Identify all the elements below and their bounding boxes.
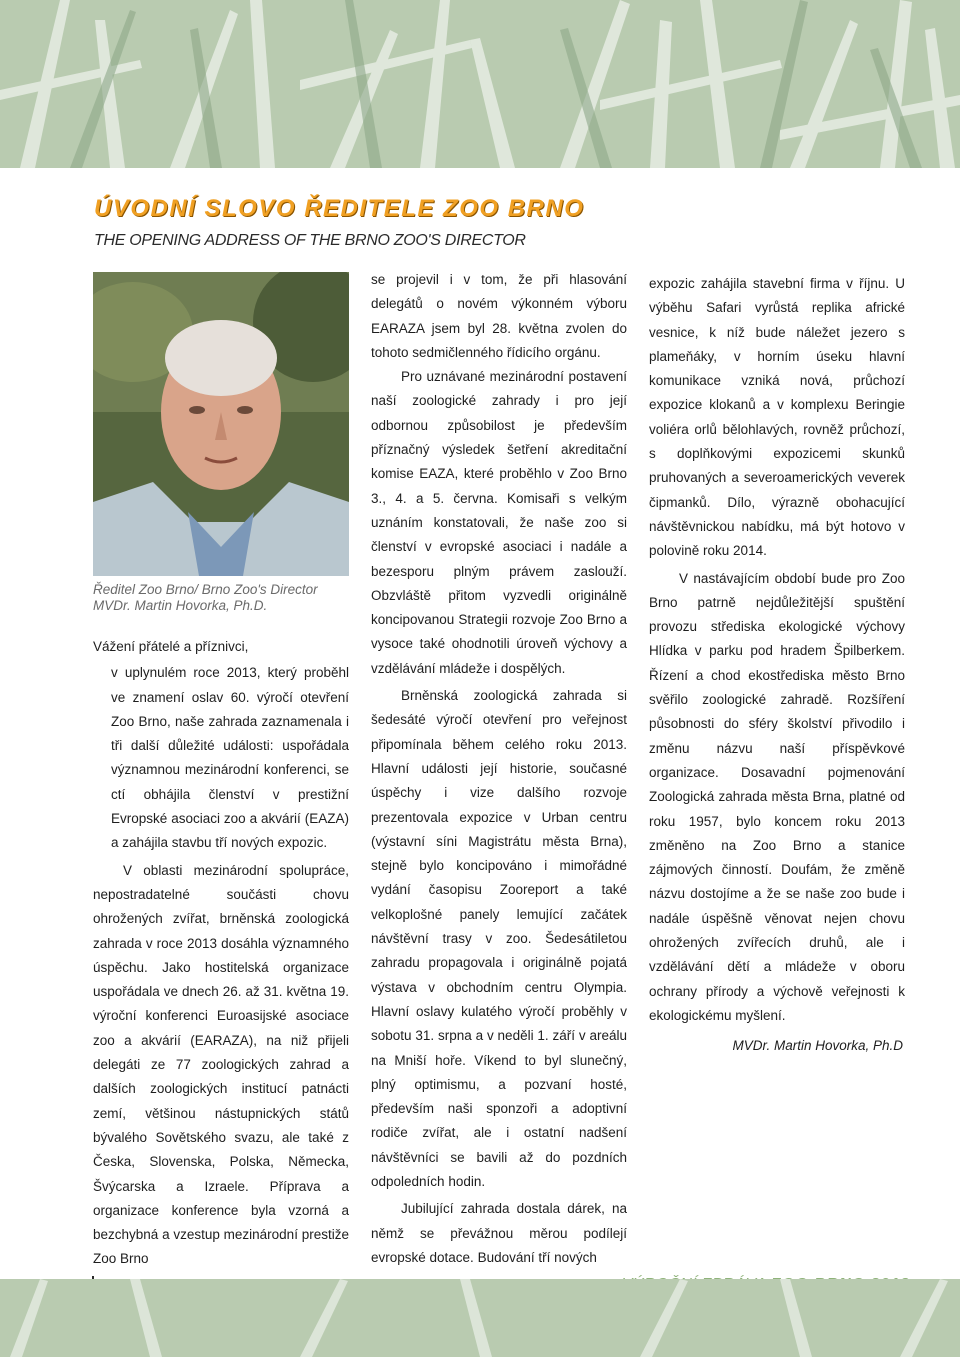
page-subtitle: THE OPENING ADDRESS OF THE BRNO ZOO'S DIRECTOR bbox=[94, 232, 526, 249]
page-title: ÚVODNÍ SLOVO ŘEDITELE ZOO BRNO bbox=[94, 195, 585, 222]
paragraph: Brněnská zoologická zahrada si šedesáté výročí otevření pro veřejnost připomínala během celého roku 2013. Hlavní události její historie, současné úspěchy i vize dalšího rozvoje prezentovala expozice v Urban centru (výstavní síni Magistrátu města Brna), stejně bylo koncipováno i mimořádné vydání časopisu Zooreport a také velkoplošné panely lemující začátek návštěvní trasy v zoo. Šedesátiletou zahradu propagovala i originálně pojatá výstava v obchodním centru Olympia. Hlavní oslavy kulatého výročí proběhly v sobotu 31. srpna a v neděli 1. září v areálu na Mniší hoře. Víkend to byl slunečný, plný optimismu, a pozvaní hosté, především naši sponzoři a adoptivní rodiče zvířat, ale i ostatní nadšení návštěvníci se bavili až do pozdních odpoledních hodin. bbox=[371, 688, 627, 1189]
paragraph: v uplynulém roce 2013, který proběhl ve znamení oslav 60. výročí otevření Zoo Brno, naše zahrada zaznamenala i tři další důležité události: uspořádala významnou mezinárodní konferenci, se ctí obhájila členství v prestižní Evropské asociaci zoo a akvárií (EAZA) a zahájila stavbu tří nových expozic. bbox=[111, 665, 349, 851]
paragraph: Jubilující zahrada dostala dárek, na němž se převážnou měrou podílejí evropské dotace. Budování tří nových bbox=[371, 1201, 627, 1265]
paragraph: V nastávajícím období bude pro Zoo Brno patrně nejdůležitější spuštění provozu střediska ekologické výchovy Hlídka v parku pod hradem Špilberkem. Řízení a chod ekostřediska město Brno svěřilo zoologické zahradě. Rozšíření působnosti do sféry školství přivodilo i změnu názvu naší příspěvkové organizace. Dosavadní pojmenování Zoologická zahrada města Brna, platné od roku 1957, bylo koncem roku 2013 změněno na Zoo Brno a stanice zájmových činností. Doufám, že změně názvu dostojíme a že se naše zoo bude i nadále úspěšně věnovat nejen chovu ohrožených zvířecích druhů, ale i vzdělávání dětí a mládeže v oboru ochrany přírody a výchově veřejnosti k ekologickému myšlení. bbox=[649, 570, 905, 1023]
grass-pattern-bottom bbox=[0, 1279, 960, 1357]
article-column-1 bbox=[93, 635, 349, 1272]
caption-name: MVDr. Martin Hovorka, Ph.D. bbox=[93, 598, 268, 613]
grass-pattern bbox=[0, 0, 960, 168]
director-photo bbox=[93, 272, 349, 576]
article-column-3 bbox=[649, 272, 905, 1059]
top-decorative-banner bbox=[0, 0, 960, 168]
paragraph: Pro uznávané mezinárodní postavení naší zoologické zahrady i pro její odbornou způsobilost je především příznačný výsledek šetření akreditační komise EAZA, které proběhlo v Zoo Brno 3., 4. a 5. června. Komisaři s velkým uznáním konstatovali, že naše zoo si členství v evropské asociaci i nadále a bezesporu plným právem zaslouží. Obzvláště přitom vyzvedli originálně koncipovanou Strategii rozvoje Zoo Brno a vysoce také ohodnotili úroveň výchovy a vzdělávání mládeže i dospělých. bbox=[371, 369, 627, 676]
photo-caption bbox=[93, 582, 353, 614]
signature: MVDr. Martin Hovorka, Ph.D bbox=[732, 1038, 903, 1054]
greeting: Vážení přátelé a příznivci, bbox=[93, 639, 249, 654]
caption-title: Ředitel Zoo Brno/ Brno Zoo's Director bbox=[93, 582, 318, 597]
paragraph: expozic zahájila stavební firma v říjnu. U výběhu Safari vyrůstá replika africké vesnice, k níž bude náležet jezero s plameňáky, v horním úseku hlavní komunikace vzniká nová, průchozí expozice klokanů a v komplexu Beringie voliéra orlů bělohlavých, rovněž průchozí, s doplňkovými expozicemi skunků pruhovaných a severoamerických veverek čipmanků. Dílo, výrazně obohacující návštěvnickou nabídku, má být hotovo v polovině roku 2014. bbox=[649, 276, 905, 559]
article-column-2 bbox=[371, 268, 627, 1270]
paragraph: se projevil i v tom, že při hlasování delegátů o novém výkonném výboru EARAZA jsem byl 28. května zvolen do tohoto sedmičlenného řídicího orgánu. bbox=[371, 272, 627, 360]
bottom-decorative-band bbox=[0, 1279, 960, 1357]
paragraph: V oblasti mezinárodní spolupráce, nepostradatelné součásti chovu ohrožených zvířat, brněnská zoologická zahrada v roce 2013 dosáhla významného úspěchu. Jako hostitelská organizace uspořádala ve dnech 26. až 31. května 19. výroční konferenci Euroasijské asociace zoo a akvárií (EARAZA), na niž přijeli delegáti ze 77 zoologických zahrad a dalších zoologických institucí patnácti zemí, většinou nástupnických států bývalého Sovětského svazu, ale také z Česka, Slovenska, Polska, Německa, Švýcarska a Izraele. Příprava a organizace konference byla vzorná a bezchybná a vzestup mezinárodní prestiže Zoo Brno bbox=[93, 862, 349, 1267]
